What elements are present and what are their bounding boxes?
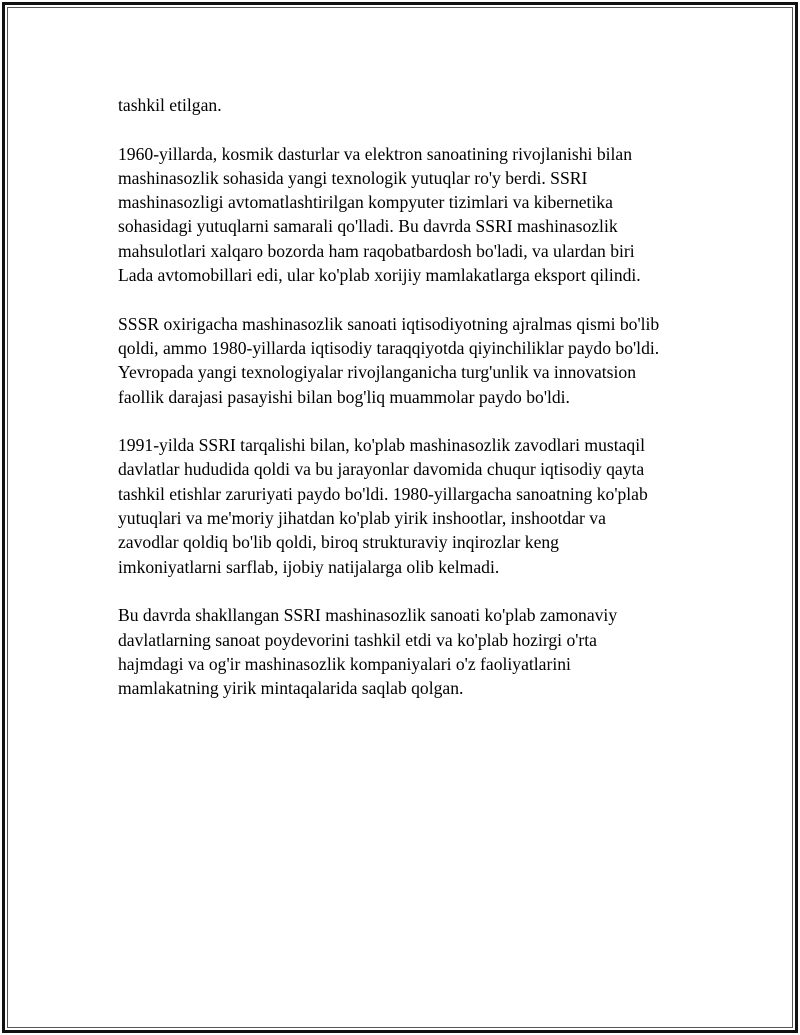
paragraph (118, 93, 698, 117)
paragraph (118, 603, 698, 700)
text-line: tashkil etilgan. (118, 95, 222, 115)
text-line: qoldi, ammo 1980-yillarda iqtisodiy taraqqiyotda qiyinchiliklar paydo bo'ldi. (118, 337, 660, 358)
text-line: Lada avtomobillari edi, ular ko'plab xorijiy mamlakatlarga eksport qilindi. (118, 265, 641, 286)
paragraph (118, 142, 698, 288)
document-page (2, 2, 798, 1033)
text-line: 1960-yillarda, kosmik dasturlar va elektron sanoatining rivojlanishi bilan (118, 143, 633, 164)
text-line: davlatlarning sanoat poydevorini tashkil etdi va ko'plab hozirgi o'rta (118, 629, 597, 650)
text-line: davlatlar hududida qoldi va bu jarayonlar davomida chuqur iqtisodiy qayta (118, 459, 645, 480)
text-line: faollik darajasi pasayishi bilan bog'liq muammolar paydo bo'ldi. (118, 386, 570, 407)
text-line: sohasidagi yutuqlarni samarali qo'lladi. Bu davrda SSRI mashinasozlik (118, 216, 618, 237)
text-line: hajmdagi va og'ir mashinasozlik kompaniyalari o'z faoliyatlarini (118, 653, 571, 674)
text-line: mamlakatning yirik mintaqalarida saqlab qolgan. (118, 678, 464, 699)
text-line: zavodlar qoldiq bo'lib qoldi, biroq strukturaviy inqirozlar keng (118, 532, 559, 553)
text-line: mashinasozligi avtomatlashtirilgan kompyuter tizimlari va kibernetika (118, 192, 613, 213)
text-line: mashinasozlik sohasida yangi texnologik yutuqlar ro'y berdi. SSRI (118, 167, 588, 188)
text-line: Yevropada yangi texnologiyalar rivojlanganicha turg'unlik va innovatsion (118, 362, 637, 383)
paragraph (118, 312, 698, 409)
text-line: Bu davrda shakllangan SSRI mashinasozlik sanoati ko'plab zamonaviy (118, 605, 618, 626)
text-line: tashkil etishlar zaruriyati paydo bo'ldi. 1980-yillargacha sanoatning ko'plab (118, 483, 648, 504)
text-line: imkoniyatlarni sarflab, ijobiy natijalarga olib kelmadi. (118, 556, 500, 577)
document-body (118, 93, 698, 725)
text-line: 1991-yilda SSRI tarqalishi bilan, ko'plab mashinasozlik zavodlari mustaqil (118, 435, 645, 456)
text-line: SSSR oxirigacha mashinasozlik sanoati iqtisodiyotning ajralmas qismi bo'lib (118, 313, 660, 334)
paragraph (118, 433, 698, 579)
text-line: yutuqlari va me'moriy jihatdan ko'plab yirik inshootlar, inshootdar va (118, 508, 606, 529)
text-line: mahsulotlari xalqaro bozorda ham raqobatbardosh bo'ladi, va ulardan biri (118, 240, 635, 261)
